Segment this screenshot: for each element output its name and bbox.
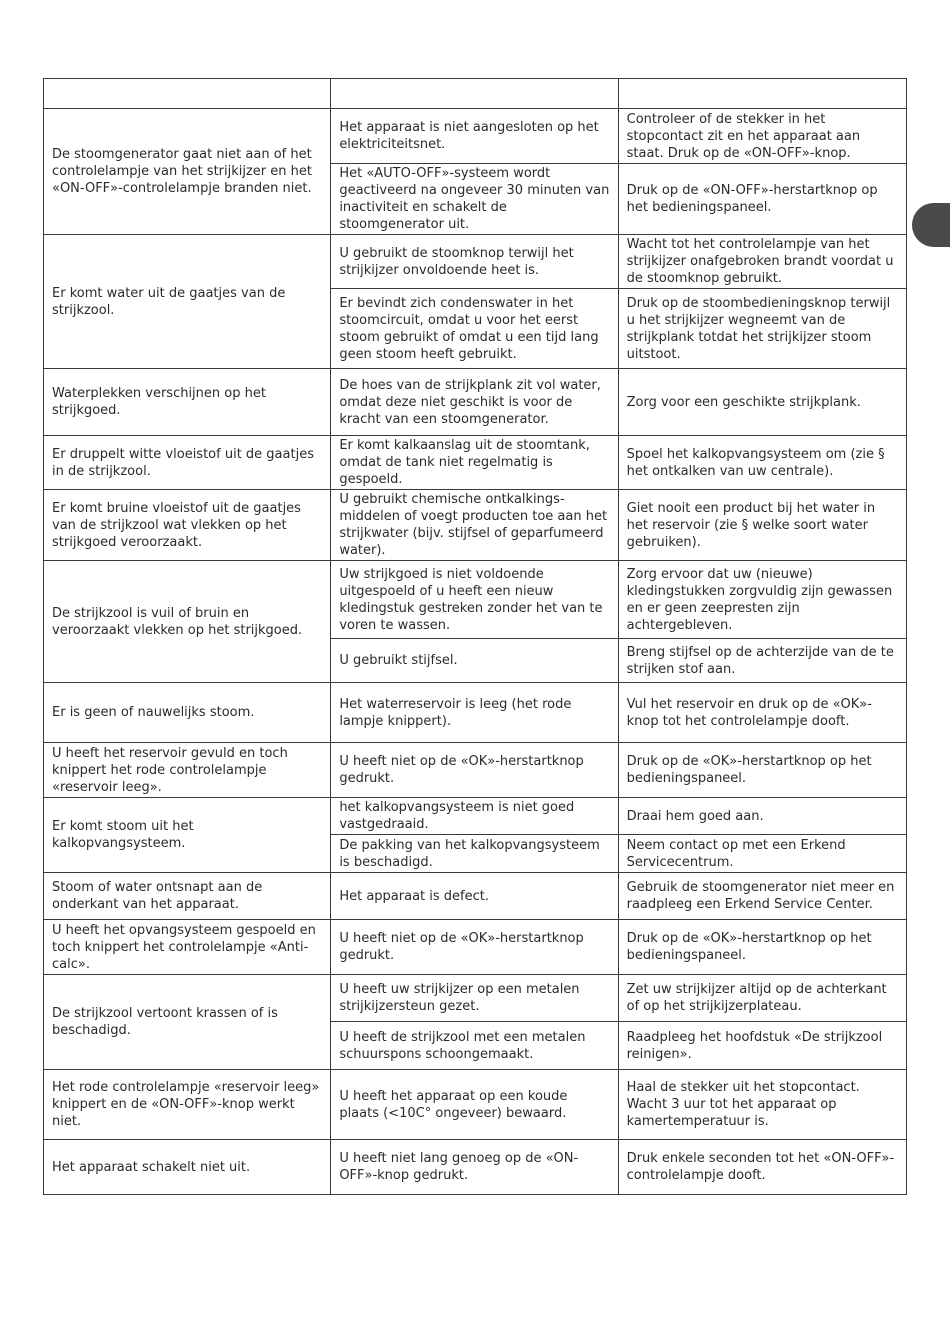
problem-cell: De strijkzool is vuil of bruin en veroorzaakt vlekken op het strijkgoed. (44, 561, 331, 683)
table-body (44, 79, 907, 1195)
problem-cell: De strijkzool vertoont krassen of is beschadigd. (44, 975, 331, 1070)
problem-cell: Er druppelt witte vloeistof uit de gaatjes in de strijkzool. (44, 436, 331, 490)
problem-cell: Het rode controlelampje «reservoir leeg» knippert en de «ON-OFF»-knop werkt niet. (44, 1070, 331, 1140)
problem-cell: U heeft het reservoir gevuld en toch knippert het rode controlelampje «reservoir leeg». (44, 743, 331, 798)
header-cell-cause (331, 79, 618, 109)
header-row (44, 79, 907, 109)
problem-cell: Er komt bruine vloeistof uit de gaatjes van de strijkzool wat vlekken op het strijkgoed veroorzaakt. (44, 490, 331, 561)
solution-cell: Zorg ervoor dat uw (nieuwe) kledingstukken zorgvuldig zijn gewassen en er geen zeepresten zijn achtergebleven. (618, 561, 906, 639)
cause-cell: Het waterreservoir is leeg (het rode lampje knippert). (331, 683, 618, 743)
problem-cell: Er is geen of nauwelijks stoom. (44, 683, 331, 743)
table-row (44, 873, 907, 920)
cause-cell: De hoes van de strijkplank zit vol water, omdat deze niet geschikt is voor de kracht van een stoomgenerator. (331, 369, 618, 436)
cause-cell: De pakking van het kalkopvangsysteem is beschadigd. (331, 835, 618, 873)
solution-cell: Druk op de «OK»-herstartknop op het bedieningspaneel. (618, 920, 906, 975)
solution-cell: Zorg voor een geschikte strijkplank. (618, 369, 906, 436)
troubleshooting-table (43, 78, 907, 1195)
side-tab-marker (912, 203, 950, 247)
cause-cell: U gebruikt de stoomknop terwijl het strijkijzer onvoldoende heet is. (331, 235, 618, 289)
table-row (44, 743, 907, 798)
solution-cell: Controleer of de stekker in het stopcontact zit en het apparaat aan staat. Druk op de «ON-OFF»-knop. (618, 109, 906, 164)
cause-cell: U heeft de strijkzool met een metalen schuurspons schoongemaakt. (331, 1022, 618, 1070)
table-row (44, 975, 907, 1022)
cause-cell: het kalkopvangsysteem is niet goed vastgedraaid. (331, 798, 618, 835)
table-row (44, 436, 907, 490)
solution-cell: Haal de stekker uit het stopcontact. Wacht 3 uur tot het apparaat op kamertemperatuur is. (618, 1070, 906, 1140)
cause-cell: Het apparaat is niet aangesloten op het elektriciteitsnet. (331, 109, 618, 164)
cause-cell: Het apparaat is defect. (331, 873, 618, 920)
cause-cell: U gebruikt chemische ontkalkings-middelen of voegt producten toe aan het strijkwater (bijv. stijfsel of geparfumeerd water). (331, 490, 618, 561)
cause-cell: Het «AUTO-OFF»-systeem wordt geactiveerd na ongeveer 30 minuten van inactiviteit en schakelt de stoomgenerator uit. (331, 164, 618, 235)
table-row (44, 683, 907, 743)
solution-cell: Breng stijfsel op de achterzijde van de te strijken stof aan. (618, 639, 906, 683)
cause-cell: U heeft niet lang genoeg op de «ON-OFF»-knop gedrukt. (331, 1140, 618, 1195)
cause-cell: U heeft het apparaat op een koude plaats (<10C° ongeveer) bewaard. (331, 1070, 618, 1140)
problem-cell: Waterplekken verschijnen op het strijkgoed. (44, 369, 331, 436)
solution-cell: Spoel het kalkopvangsysteem om (zie § het ontkalken van uw centrale). (618, 436, 906, 490)
solution-cell: Druk op de «OK»-herstartknop op het bedieningspaneel. (618, 743, 906, 798)
header-cell-problem (44, 79, 331, 109)
table-row (44, 109, 907, 164)
cause-cell: U gebruikt stijfsel. (331, 639, 618, 683)
problem-cell: Er komt stoom uit het kalkopvangsysteem. (44, 798, 331, 873)
problem-cell: Er komt water uit de gaatjes van de strijkzool. (44, 235, 331, 369)
cause-cell: U heeft niet op de «OK»-herstartknop gedrukt. (331, 743, 618, 798)
solution-cell: Giet nooit een product bij het water in het reservoir (zie § welke soort water gebruiken). (618, 490, 906, 561)
cause-cell: Er komt kalkaanslag uit de stoomtank, omdat de tank niet regelmatig is gespoeld. (331, 436, 618, 490)
cause-cell: Er bevindt zich condenswater in het stoomcircuit, omdat u voor het eerst stoom gebruikt of omdat u een tijd lang geen stoom heeft gebruikt. (331, 289, 618, 369)
problem-cell: Het apparaat schakelt niet uit. (44, 1140, 331, 1195)
table-row (44, 798, 907, 835)
cause-cell: U heeft niet op de «OK»-herstartknop gedrukt. (331, 920, 618, 975)
solution-cell: Vul het reservoir en druk op de «OK»-knop tot het controlelampje dooft. (618, 683, 906, 743)
table-row (44, 1140, 907, 1195)
solution-cell: Druk enkele seconden tot het «ON-OFF»-controlelampje dooft. (618, 1140, 906, 1195)
solution-cell: Druk op de «ON-OFF»-herstartknop op het bedieningspaneel. (618, 164, 906, 235)
solution-cell: Raadpleeg het hoofdstuk «De strijkzool reinigen». (618, 1022, 906, 1070)
header-cell-solution (618, 79, 906, 109)
table-row (44, 369, 907, 436)
table-row (44, 1070, 907, 1140)
table-row (44, 561, 907, 639)
cause-cell: Uw strijkgoed is niet voldoende uitgespoeld of u heeft een nieuw kledingstuk gestreken zonder het van te voren te wassen. (331, 561, 618, 639)
cause-cell: U heeft uw strijkijzer op een metalen strijkijzersteun gezet. (331, 975, 618, 1022)
problem-cell: Stoom of water ontsnapt aan de onderkant van het apparaat. (44, 873, 331, 920)
problem-cell: U heeft het opvangsysteem gespoeld en toch knippert het controlelampje «Anti-calc». (44, 920, 331, 975)
solution-cell: Gebruik de stoomgenerator niet meer en raadpleeg een Erkend Service Center. (618, 873, 906, 920)
solution-cell: Zet uw strijkijzer altijd op de achterkant of op het strijkijzerplateau. (618, 975, 906, 1022)
solution-cell: Draai hem goed aan. (618, 798, 906, 835)
table-row (44, 235, 907, 289)
table-row (44, 920, 907, 975)
problem-cell: De stoomgenerator gaat niet aan of het controlelampje van het strijkijzer en het «ON-OFF»-controlelampje branden niet. (44, 109, 331, 235)
solution-cell: Neem contact op met een Erkend Servicecentrum. (618, 835, 906, 873)
solution-cell: Druk op de stoombedieningsknop terwijl u het strijkijzer wegneemt van de strijkplank totdat het strijkijzer stoom uitstoot. (618, 289, 906, 369)
solution-cell: Wacht tot het controlelampje van het strijkijzer onafgebroken brandt voordat u de stoomknop gebruikt. (618, 235, 906, 289)
table-row (44, 490, 907, 561)
